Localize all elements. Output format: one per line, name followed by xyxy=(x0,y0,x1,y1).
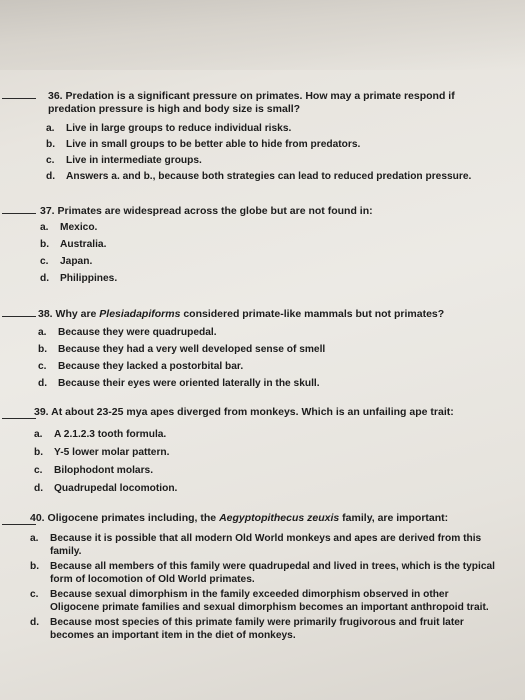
answer-blank-36[interactable] xyxy=(2,98,36,99)
question-37-option-d[interactable]: d. Philippines. xyxy=(40,273,118,284)
question-39-option-c[interactable]: c. Bilophodont molars. xyxy=(34,465,154,476)
taxon-name: Aegyptopithecus zeuxis xyxy=(219,512,340,524)
question-36-stem: 36. Predation is a significant pressure on primates. How may a primate respond if predation pressure is high and body size is small? xyxy=(48,90,455,115)
question-37-stem: 37. Primates are widespread across the globe but are not found in: xyxy=(40,205,373,217)
question-40-option-b[interactable]: b. Because all members of this family were quadrupedal and lived in trees, which is the typical form of locomotion of Old World primates. xyxy=(30,561,495,585)
question-39-text: At about 23-25 mya apes diverged from monkeys. Which is an unfailing ape trait: xyxy=(51,406,454,418)
question-36-option-c[interactable]: c. Live in intermediate groups. xyxy=(46,155,202,166)
answer-blank-38[interactable] xyxy=(2,316,36,317)
question-38-option-d[interactable]: d. Because their eyes were oriented laterally in the skull. xyxy=(38,378,320,389)
question-39-option-b[interactable]: b. Y-5 lower molar pattern. xyxy=(34,447,170,458)
question-39-option-a[interactable]: a. A 2.1.2.3 tooth formula. xyxy=(34,429,167,440)
question-37-option-c[interactable]: c. Japan. xyxy=(40,256,93,267)
question-37-option-a[interactable]: a. Mexico. xyxy=(40,222,98,233)
question-38-option-a[interactable]: a. Because they were quadrupedal. xyxy=(38,327,217,338)
answer-blank-37[interactable] xyxy=(2,213,36,214)
question-36-options xyxy=(46,122,495,183)
question-38-stem: 38. Why are Plesiadapiforms considered primate-like mammals but not primates? xyxy=(38,308,445,320)
question-40-options xyxy=(30,532,495,642)
question-36-option-b[interactable]: b. Live in small groups to be better able to hide from predators. xyxy=(46,139,361,150)
question-37-text: Primates are widespread across the globe but are not found in: xyxy=(57,205,373,217)
question-40-option-a[interactable]: a. Because it is possible that all modern Old World monkeys and apes are derived from this family. xyxy=(30,533,482,557)
question-39-options xyxy=(34,428,495,495)
question-37-option-b[interactable]: b. Australia. xyxy=(40,239,107,250)
question-40-option-d[interactable]: d. Because most species of this primate family were primarily frugivorous and fruit later becomes an important item in the diet of monkeys. xyxy=(30,617,464,641)
question-36-text: Predation is a significant pressure on primates. How may a primate respond if predation pressure is high and body size is small? xyxy=(48,90,455,115)
question-40-option-c[interactable]: c. Because sexual dimorphism in the family exceeded dimorphism observed in other Oligocene primate families and sexual dimorphism becomes an important anthropoid trait. xyxy=(30,589,489,613)
question-39-option-d[interactable]: d. Quadrupedal locomotion. xyxy=(34,483,178,494)
question-38-options xyxy=(38,326,495,390)
question-38-option-c[interactable]: c. Because they lacked a postorbital bar. xyxy=(38,361,244,372)
answer-blank-39[interactable] xyxy=(2,418,36,419)
question-36-option-d[interactable]: d. Answers a. and b., because both strategies can lead to reduced predation pressure. xyxy=(46,171,472,182)
question-40-stem: 40. Oligocene primates including, the Aegyptopithecus zeuxis family, are important: xyxy=(30,512,449,524)
question-39-stem: 39. At about 23-25 mya apes diverged from monkeys. Which is an unfailing ape trait: xyxy=(34,406,454,418)
question-38-option-b[interactable]: b. Because they had a very well developed sense of smell xyxy=(38,344,326,355)
taxon-name: Plesiadapiforms xyxy=(99,308,181,320)
question-37-options xyxy=(40,221,495,285)
question-36-option-a[interactable]: a. Live in large groups to reduce individual risks. xyxy=(46,123,292,134)
